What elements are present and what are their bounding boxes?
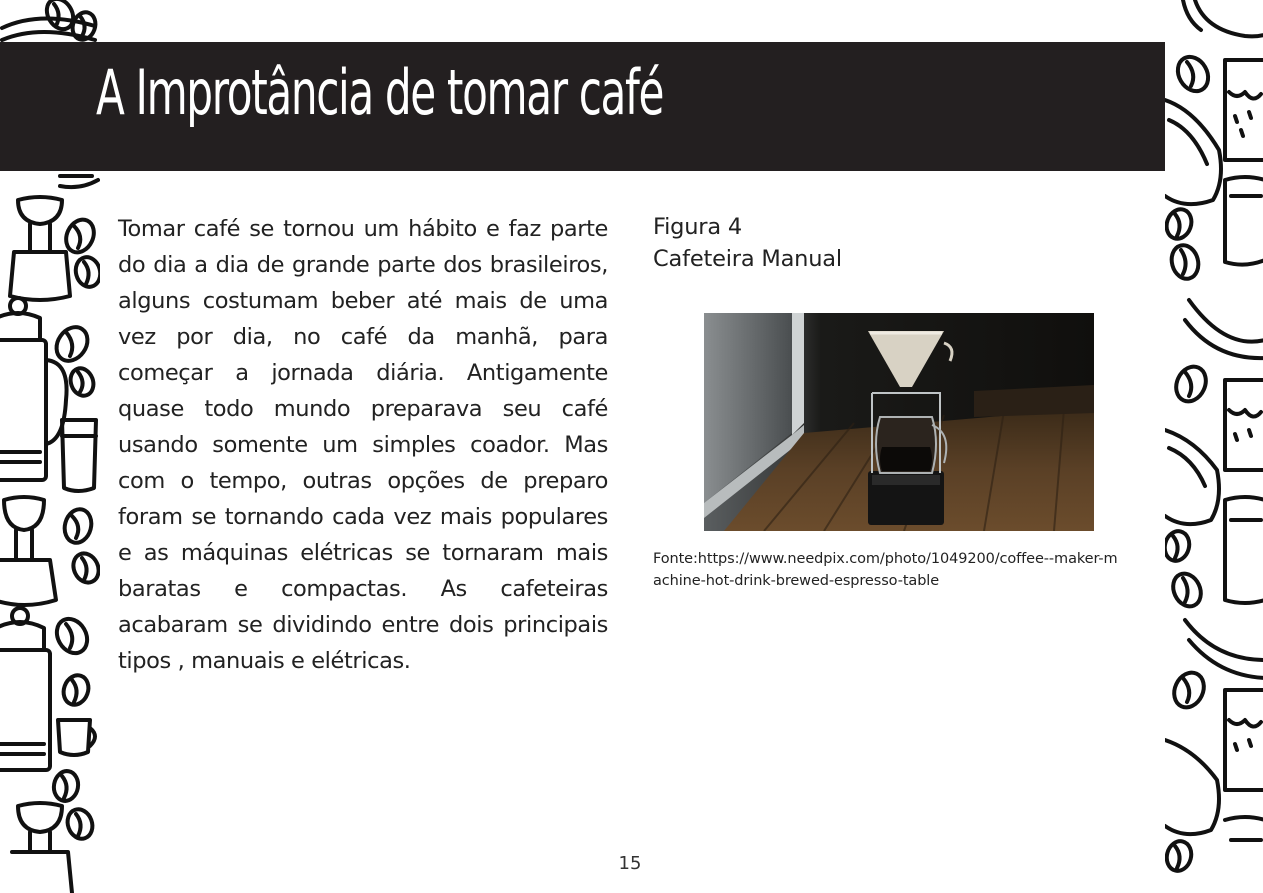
page-number: 15 [618,853,642,874]
figure-label: Figura 4 [653,214,743,240]
coffee-cup-doodle-pattern-icon [1165,0,1263,893]
body-paragraph: Tomar café se tornou um hábito e faz parte do dia a dia de grande parte dos brasileiros, alguns costumam beber até mais de uma vez por dia, no café da manhã, para começar a jornada diária. Antigamente quase todo mundo preparava seu café usando somente um simples coador. Mas com o tempo, outras opções de preparo foram se tornando cada vez mais populares e as máquinas elétricas se tornaram mais baratas e compactas. As cafeteiras acabaram se dividindo entre dois principais tipos , manuais e elétricas. [118,216,608,674]
figure-title: Cafeteira Manual [653,246,842,272]
figure-source: Fonte:https://www.needpix.com/photo/1049200/coffee--maker-machine-hot-drink-brewed-espresso-table [653,551,1118,589]
page-title: A Improtância de tomar café [96,56,664,129]
coffee-maker-photo [704,313,1094,531]
